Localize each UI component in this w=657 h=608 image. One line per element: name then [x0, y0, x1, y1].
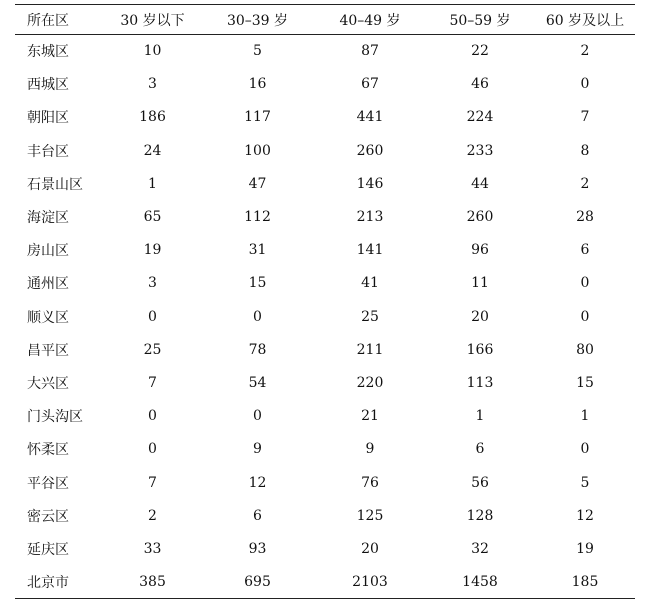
table-header: [15, 5, 635, 35]
table-row: [15, 532, 635, 565]
cell-district: 北京市: [27, 574, 69, 591]
table-row: [15, 566, 635, 599]
cell-30-39: 0: [253, 308, 262, 325]
header-district: 所在区: [27, 12, 69, 29]
cell-60-plus: 12: [576, 507, 594, 524]
cell-district: 延庆区: [27, 541, 69, 558]
cell-40-49: 25: [361, 308, 379, 325]
cell-40-49: 441: [356, 109, 384, 126]
cell-district: 大兴区: [27, 375, 69, 392]
table-row: [15, 366, 635, 399]
table-row: [15, 68, 635, 101]
cell-50-59: 56: [471, 474, 489, 491]
cell-60-plus: 0: [580, 308, 590, 325]
cell-40-49: 125: [356, 507, 384, 524]
cell-60-plus: 2: [580, 43, 590, 60]
cell-under-30: 24: [143, 142, 162, 159]
cell-30-39: 93: [248, 540, 267, 557]
cell-30-39: 15: [248, 275, 267, 292]
cell-under-30: 3: [148, 275, 157, 292]
table-body: [15, 35, 635, 599]
cell-60-plus: 1: [580, 408, 590, 425]
cell-under-30: 385: [139, 573, 166, 590]
cell-60-plus: 80: [576, 341, 594, 358]
cell-under-30: 25: [143, 341, 162, 358]
age-distribution-table: [15, 4, 635, 599]
cell-60-plus: 2: [580, 175, 590, 192]
cell-40-49: 2103: [352, 573, 388, 590]
cell-50-59: 1: [475, 408, 485, 425]
cell-60-plus: 185: [571, 573, 599, 590]
cell-under-30: 7: [148, 474, 157, 491]
cell-60-plus: 15: [576, 374, 594, 391]
table-row: [15, 101, 635, 134]
cell-50-59: 1458: [462, 573, 498, 590]
cell-40-49: 21: [361, 408, 379, 425]
cell-district: 东城区: [27, 44, 69, 61]
cell-50-59: 44: [471, 175, 489, 192]
cell-40-49: 20: [361, 540, 379, 557]
cell-50-59: 233: [466, 142, 494, 159]
cell-50-59: 6: [475, 441, 485, 458]
cell-under-30: 186: [139, 109, 166, 126]
table-row: [15, 499, 635, 532]
cell-40-49: 211: [356, 341, 384, 358]
cell-50-59: 20: [471, 308, 489, 325]
table-row: [15, 300, 635, 333]
header-row: [15, 5, 635, 35]
cell-district: 通州区: [27, 276, 69, 293]
cell-40-49: 41: [361, 275, 379, 292]
cell-50-59: 11: [471, 275, 489, 292]
cell-30-39: 0: [253, 408, 262, 425]
cell-40-49: 76: [361, 474, 379, 491]
cell-district: 昌平区: [27, 342, 69, 359]
cell-60-plus: 0: [580, 441, 590, 458]
cell-50-59: 96: [471, 242, 489, 259]
table-row: [15, 400, 635, 433]
cell-under-30: 33: [143, 540, 162, 557]
cell-50-59: 224: [466, 109, 494, 126]
cell-30-39: 47: [248, 175, 267, 192]
cell-50-59: 46: [471, 76, 489, 93]
header-50-59: 50–59 岁: [449, 12, 511, 29]
cell-under-30: 65: [143, 209, 162, 226]
table-row: [15, 466, 635, 499]
cell-60-plus: 5: [580, 474, 590, 491]
cell-60-plus: 6: [580, 242, 590, 259]
cell-60-plus: 7: [580, 109, 590, 126]
cell-district: 门头沟区: [27, 409, 83, 426]
cell-under-30: 1: [148, 175, 157, 192]
cell-30-39: 695: [244, 573, 271, 590]
table-row: [15, 234, 635, 267]
cell-50-59: 22: [471, 43, 489, 60]
cell-30-39: 78: [248, 341, 267, 358]
cell-30-39: 5: [253, 43, 262, 60]
cell-40-49: 213: [356, 209, 384, 226]
cell-district: 丰台区: [27, 143, 69, 160]
cell-30-39: 6: [253, 507, 262, 524]
cell-under-30: 0: [148, 441, 157, 458]
cell-30-39: 16: [248, 76, 267, 93]
cell-district: 密云区: [27, 508, 69, 525]
cell-40-49: 87: [361, 43, 379, 60]
cell-40-49: 67: [361, 76, 379, 93]
table-row: [15, 333, 635, 366]
table-row: [15, 200, 635, 233]
data-table-container: [15, 4, 635, 599]
cell-under-30: 3: [148, 76, 157, 93]
header-40-49: 40–49 岁: [339, 12, 401, 29]
cell-30-39: 31: [248, 242, 267, 259]
cell-40-49: 141: [356, 242, 384, 259]
cell-30-39: 9: [253, 441, 262, 458]
cell-under-30: 10: [143, 43, 162, 60]
header-30-39: 30–39 岁: [226, 12, 289, 29]
cell-60-plus: 8: [580, 142, 590, 159]
cell-district: 石景山区: [27, 176, 83, 193]
cell-under-30: 2: [148, 507, 157, 524]
cell-district: 房山区: [27, 243, 69, 260]
header-60-plus: 60 岁及以上: [545, 12, 625, 29]
cell-60-plus: 0: [580, 76, 590, 93]
cell-60-plus: 19: [576, 540, 594, 557]
cell-30-39: 117: [244, 109, 271, 126]
cell-district: 朝阳区: [27, 110, 69, 127]
cell-40-49: 260: [356, 142, 384, 159]
cell-30-39: 100: [244, 142, 271, 159]
cell-60-plus: 0: [580, 275, 590, 292]
cell-district: 怀柔区: [27, 442, 69, 459]
header-under-30: 30 岁以下: [120, 12, 185, 29]
cell-district: 平谷区: [27, 475, 69, 492]
cell-60-plus: 28: [576, 209, 594, 226]
cell-under-30: 0: [148, 408, 157, 425]
cell-30-39: 54: [248, 374, 267, 391]
table-row: [15, 267, 635, 300]
cell-50-59: 32: [471, 540, 489, 557]
cell-50-59: 166: [466, 341, 494, 358]
cell-50-59: 128: [466, 507, 494, 524]
cell-50-59: 260: [466, 209, 494, 226]
cell-district: 顺义区: [27, 309, 69, 326]
cell-under-30: 7: [148, 374, 157, 391]
cell-40-49: 146: [356, 175, 384, 192]
cell-50-59: 113: [466, 374, 494, 391]
cell-30-39: 12: [248, 474, 267, 491]
cell-40-49: 220: [356, 374, 384, 391]
cell-district: 西城区: [27, 77, 69, 94]
table-row: [15, 35, 635, 68]
cell-30-39: 112: [244, 209, 271, 226]
cell-under-30: 0: [148, 308, 157, 325]
cell-40-49: 9: [365, 441, 375, 458]
cell-under-30: 19: [143, 242, 162, 259]
table-row: [15, 433, 635, 466]
cell-district: 海淀区: [27, 210, 69, 227]
table-row: [15, 167, 635, 200]
table-row: [15, 134, 635, 167]
